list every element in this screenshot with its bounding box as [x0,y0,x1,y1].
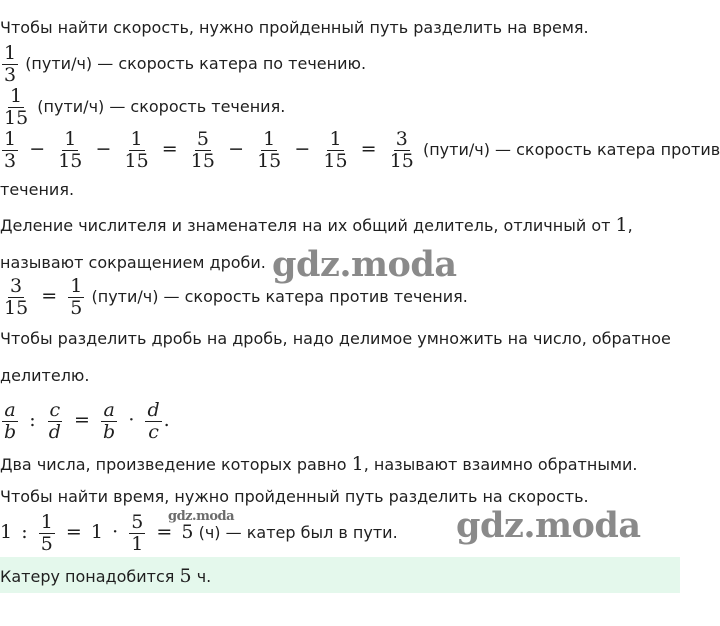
text-segment: (пути/ч) — скорость катера по течению. [25,54,367,73]
text-line: Чтобы разделить дробь на дробь, надо делимое умножить на число, обратное [0,329,671,348]
dot-sign: · [112,521,119,543]
fraction: $\frac{1}{3}$ [4,42,17,86]
formula-line [0,400,170,443]
text-line [0,453,638,475]
text-segment: Деление числителя и знаменателя на их общий делитель, отличный от [0,216,611,235]
minus-sign: − [95,138,112,160]
text-line: делителю. [0,366,90,385]
equals-sign: = [360,138,377,160]
text-segment: Два числа, произведение которых равно [0,455,347,474]
math-number: 1 [90,521,103,543]
fraction: $\frac{3}{15}$ [4,275,29,319]
math-number: 1 [0,521,13,543]
fraction: $\frac{1}{15}$ [124,128,149,172]
text-segment: , называют взаимно обратными. [363,455,638,474]
math-line [0,43,366,86]
fraction: $\frac{d}{c}$ [147,399,160,443]
dot-sign: · [128,409,135,431]
answer-text: Катеру понадобится [0,567,175,586]
fraction: $\frac{a}{b}$ [4,399,17,443]
text-segment: (пути/ч) — скорость катера против течения. [91,287,468,306]
fraction: $\frac{1}{5}$ [40,511,53,555]
math-number: 5 [179,565,192,587]
equals-sign: = [65,521,82,543]
text-segment: (пути/ч) — скорость течения. [37,97,286,116]
math-number: 5 [181,521,194,543]
period: . [163,409,170,431]
fraction: $\frac{c}{d}$ [48,399,61,443]
text-segment: (пути/ч) — скорость катера против [422,140,720,159]
fraction: $\frac{5}{15}$ [190,128,215,172]
text-line: называют сокращением дроби. [0,253,266,272]
equation-line [0,512,398,555]
fraction: $\frac{1}{3}$ [4,128,17,172]
fraction: $\frac{1}{15}$ [257,128,282,172]
comma: , [627,216,633,235]
text-line [0,214,633,236]
fraction: $\frac{1}{5}$ [70,275,83,319]
fraction: $\frac{3}{15}$ [389,128,414,172]
equation-line [0,129,720,172]
fraction: $\frac{1}{15}$ [58,128,83,172]
minus-sign: − [228,138,244,160]
watermark: gdz.moda [456,505,641,546]
equals-sign: = [161,138,178,160]
fraction: $\frac{1}{15}$ [4,85,29,129]
equals-sign: = [156,521,173,543]
text-line: Чтобы найти время, нужно пройденный путь разделить на скорость. [0,487,589,506]
colon-sign: : [29,409,36,431]
fraction: $\frac{1}{15}$ [323,128,348,172]
text-line: Чтобы найти скорость, нужно пройденный путь разделить на время. [0,18,589,37]
minus-sign: − [29,138,46,160]
equation-line [0,276,468,319]
text-segment: (ч) — катер был в пути. [198,523,398,542]
minus-sign: − [294,138,311,160]
math-number: 1 [351,453,364,475]
watermark: gdz.moda [272,244,457,285]
watermark: gdz.moda [168,509,235,524]
fraction: $\frac{5}{1}$ [131,511,144,555]
math-line [0,86,285,129]
answer-box [0,557,680,593]
math-number: 1 [615,214,628,236]
fraction: $\frac{a}{b}$ [103,399,116,443]
text-line: течения. [0,180,75,199]
colon-sign: : [21,521,28,543]
unit: ч. [196,567,212,586]
equals-sign: = [74,409,90,431]
equals-sign: = [41,285,58,307]
answer-line [0,565,211,587]
